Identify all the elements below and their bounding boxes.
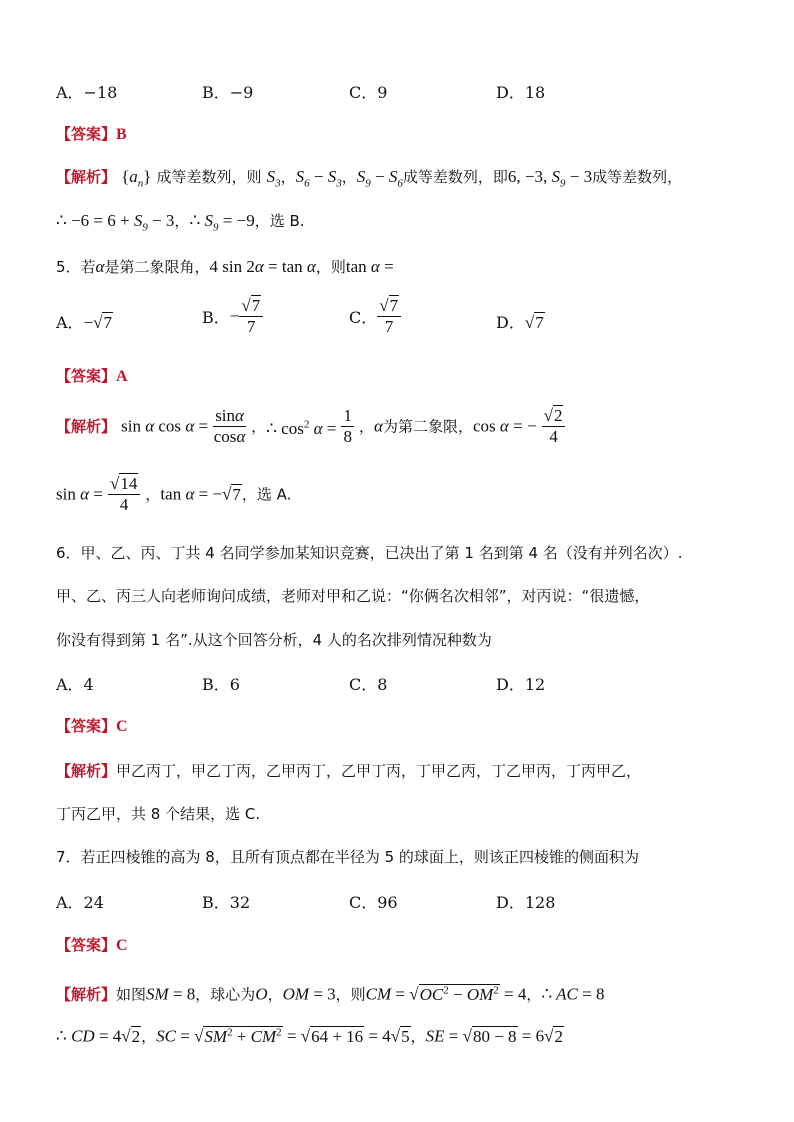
q6-option-c: C．8 [349, 675, 388, 694]
q7-option-d: D．128 [496, 893, 556, 912]
q6-option-a: A．4 [56, 675, 94, 694]
q4-option-b: B．−9 [202, 83, 254, 102]
q6-analysis-line1: 【解析】甲乙丙丁，甲乙丁丙，乙甲丙丁，乙甲丁丙，丁甲乙丙，丁乙甲丙，丁丙甲乙， [56, 762, 642, 780]
q6-option-d: D．12 [496, 675, 546, 694]
analysis-tag: 【解析】 [56, 762, 117, 780]
q7-analysis-line2: ∴ CD = 4√2，SC = $√SM^2 + CM^2 = √64 + 16 = 4√5$，SE = √80 − 8 = 6√2 [56, 1026, 563, 1046]
q4-analysis-line1: 【解析】 $\{a_n\}$ 成等差数列，则 $S_3$，$S_6 - S_3$，$S_9 - S_6$成等差数列，即6, −3, $S_9 - 3$成等差数列， [56, 167, 683, 190]
q4-answer [56, 124, 127, 145]
q5-option-a: A．−√7 [56, 313, 112, 332]
q7-option-a: A．24 [56, 893, 104, 912]
q7-option-c: C．96 [349, 893, 398, 912]
q7-answer [56, 935, 128, 956]
answer-tag: 【答案】 [56, 367, 117, 385]
q5-analysis-line1: 【解析】 sin α cos α = $\frac{\sin\alpha}{\cos\alpha}$ ，∴ $\cos^2 \alpha$ = $\frac{1}{8}$ ，α为第二象限，cos α = − $\frac{√2}{4}$ [56, 406, 565, 447]
q7-analysis-line1: 【解析】如图SM = 8，球心为O，OM = 3，则CM = $√OC^2 - OM^2 = 4$，∴ AC = 8 [56, 984, 605, 1004]
answer-value: C [116, 937, 128, 954]
answer-tag: 【答案】 [56, 717, 117, 735]
q4-option-c: C．9 [349, 83, 388, 102]
answer-value: A [116, 368, 128, 385]
q4-option-a: A．−18 [56, 83, 118, 102]
q5-analysis-line2: sin α = $\frac{√14}{4}$ ，tan α = −√7，选 A. [56, 474, 292, 514]
q6-stem-line2: 甲、乙、丙三人向老师询问成绩，老师对甲和乙说：“你俩名次相邻”，对丙说：“很遗憾， [56, 587, 650, 605]
q6-analysis-line2: 丁丙乙甲，共 8 个结果，选 C. [56, 805, 261, 823]
analysis-tag: 【解析】 [56, 985, 117, 1004]
q5-option-d: D．√7 [496, 313, 544, 332]
q7-stem: 7．若正四棱锥的高为 8，且所有顶点都在半径为 5 的球面上，则该正四棱锥的侧面积为 [56, 848, 639, 866]
q5-stem: 5．若α是第二象限角，4 sin 2α = tan α，则tan α = [56, 257, 394, 276]
q6-answer [56, 716, 128, 737]
answer-tag: 【答案】 [56, 125, 117, 143]
answer-value: C [116, 718, 128, 735]
q6-stem-line1: 6．甲、乙、丙、丁共 4 名同学参加某知识竞赛，已决出了第 1 名到第 4 名（没有并列名次）. [56, 544, 683, 562]
answer-tag: 【答案】 [56, 936, 117, 954]
q6-stem-line3: 你没有得到第 1 名”.从这个回答分析，4 人的名次排列情况种数为 [56, 631, 492, 649]
q6-option-b: B．6 [202, 675, 240, 694]
q4-analysis-line2: ∴ $-6 = 6 + S_9 - 3$，∴ $S_9 = -9$，选 B. [56, 211, 305, 234]
q7-option-b: B．32 [202, 893, 251, 912]
analysis-tag: 【解析】 [56, 417, 117, 436]
analysis-tag: 【解析】 [56, 168, 117, 186]
q5-option-b: B．− $\frac{√7}{7}$ [202, 296, 263, 337]
q5-option-c: C． $\frac{√7}{7}$ [349, 296, 401, 337]
q4-option-d: D．18 [496, 83, 546, 102]
q5-answer [56, 366, 128, 387]
answer-value: B [116, 126, 127, 143]
